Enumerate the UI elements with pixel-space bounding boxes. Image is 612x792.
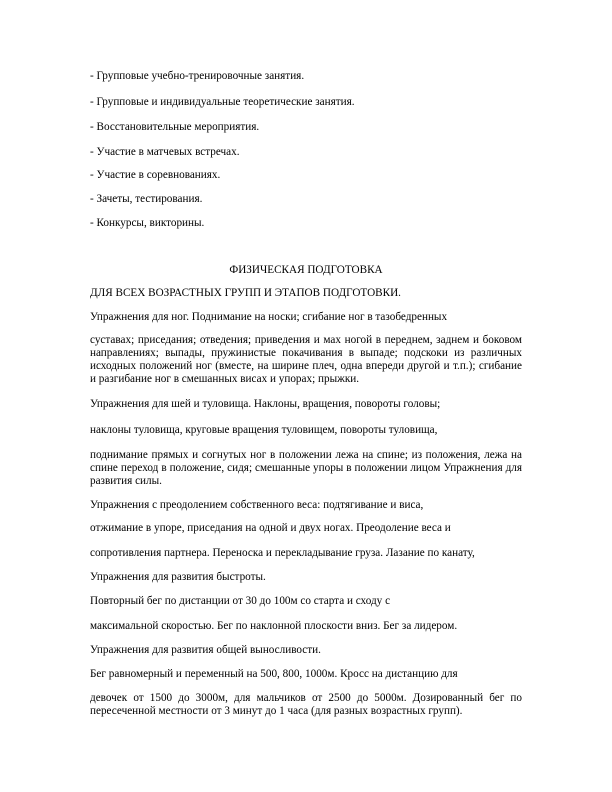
- paragraph: девочек от 1500 до 3000м, для мальчиков от 2500 до 5000м. Дозированный бег по пересеченной местности от 3 минут до 1 часа (для разных возрастных групп).: [90, 692, 522, 717]
- list-item: - Участие в матчевых встречах.: [90, 146, 240, 158]
- paragraph-line: Упражнения с преодолением собственного веса: подтягивание и виса,: [90, 499, 424, 511]
- list-item: - Групповые и индивидуальные теоретические занятия.: [90, 96, 355, 108]
- section-title: ФИЗИЧЕСКАЯ ПОДГОТОВКА: [229, 264, 383, 276]
- paragraph-line: отжимание в упоре, приседания на одной и двух ногах. Преодоление веса и: [90, 522, 451, 534]
- paragraph-line: Упражнения для развития общей выносливости.: [90, 644, 321, 656]
- list-item: - Конкурсы, викторины.: [90, 217, 205, 229]
- paragraph-line: Упражнения для ног. Поднимание на носки; сгибание ног в тазобедренных: [90, 311, 448, 323]
- paragraph-line: Бег равномерный и переменный на 500, 800, 1000м. Кросс на дистанцию для: [90, 668, 458, 680]
- section-subtitle: ДЛЯ ВСЕХ ВОЗРАСТНЫХ ГРУПП И ЭТАПОВ ПОДГОТОВКИ.: [90, 287, 401, 299]
- paragraph: суставах; приседания; отведения; приведения и мах ногой в переднем, заднем и боковом направлениях; выпады, пружинистые покачивания в выпаде; подскоки из различных исходных положений ног (вместе, на ширине плеч, одна впереди другой и т.п.); сгибание и разгибание ног в смешанных висах и упорах; прыжки.: [90, 334, 522, 385]
- paragraph-line: наклоны туловища, круговые вращения туловищем, повороты туловища,: [90, 424, 438, 436]
- paragraph-line: максимальной скоростью. Бег по наклонной плоскости вниз. Бег за лидером.: [90, 620, 458, 632]
- list-item: - Зачеты, тестирования.: [90, 193, 203, 205]
- paragraph: поднимание прямых и согнутых ног в положении лежа на спине; из положения, лежа на спине переход в положение, сидя; смешанные упоры в положении лицом Упражнения для развития силы.: [90, 449, 522, 487]
- paragraph-line: сопротивления партнера. Переноска и перекладывание груза. Лазание по канату,: [90, 547, 475, 559]
- list-item: - Участие в соревнованиях.: [90, 169, 221, 181]
- list-item: - Восстановительные мероприятия.: [90, 121, 260, 133]
- paragraph-line: Повторный бег по дистанции от 30 до 100м со старта и сходу с: [90, 595, 391, 607]
- list-item: - Групповые учебно-тренировочные занятия.: [90, 70, 305, 82]
- paragraph-line: Упражнения для шей и туловища. Наклоны, вращения, повороты головы;: [90, 398, 441, 410]
- paragraph-line: Упражнения для развития быстроты.: [90, 571, 266, 583]
